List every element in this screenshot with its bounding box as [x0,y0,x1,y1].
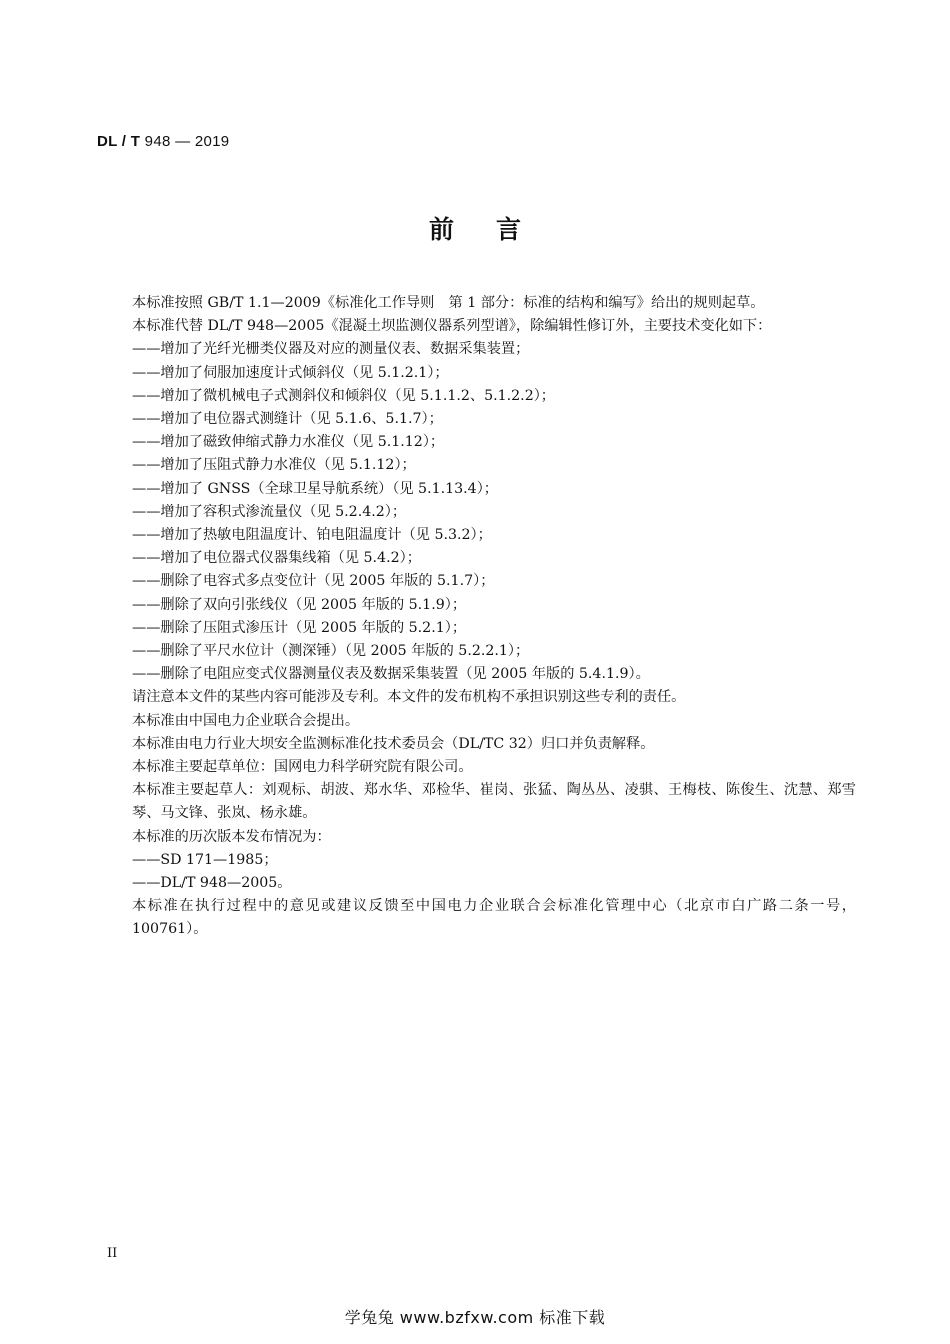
paragraph-replaces: 本标准代替 DL/T 948—2005《混凝土坝监测仪器系列型谱》，除编辑性修订外，主要技术变化如下： [132,318,772,335]
document-code-number: 948 — 2019 [144,133,230,150]
change-item: ——增加了电位器式测缝计（见 5.1.6、5.1.7）； [132,411,443,428]
history-item: ——SD 171—1985； [132,851,278,868]
paragraph-committee: 本标准由电力行业大坝安全监测标准化技术委员会（DL/TC 32）归口并负责解释。 [132,735,655,752]
change-item: ——删除了压阻式渗压计（见 2005 年版的 5.2.1）； [132,619,467,636]
paragraph-patent-notice: 请注意本文件的某些内容可能涉及专利。本文件的发布机构不承担识别这些专利的责任。 [132,689,686,706]
change-item: ——删除了电阻应变式仪器测量仪表及数据采集装置（见 2005 年版的 5.4.1.9）。 [132,666,650,683]
change-item: ——增加了 GNSS（全球卫星导航系统）（见 5.1.13.4）； [132,480,498,497]
change-item: ——删除了电容式多点变位计（见 2005 年版的 5.1.7）； [132,573,495,590]
paragraph-proposer: 本标准由中国电力企业联合会提出。 [132,712,360,729]
document-code-prefix: DL / T [97,133,141,150]
watermark-footer: 学兔兔 www.bzfxw.com 标准下载 [344,1308,606,1327]
change-item: ——增加了压阻式静力水准仪（见 5.1.12）； [132,457,416,474]
document-code [97,133,229,150]
history-item: ——DL/T 948—2005。 [132,875,292,892]
foreword-body [96,292,856,942]
change-item: ——增加了热敏电阻温度计、铂电阻温度计（见 5.3.2）； [132,527,492,544]
change-item: ——增加了微机械电子式测斜仪和倾斜仪（见 5.1.1.2、5.1.2.2）； [132,387,555,404]
change-item: ——增加了磁致伸缩式静力水准仪（见 5.1.12）； [132,434,445,451]
paragraph-history-intro: 本标准的历次版本发布情况为： [132,828,331,845]
paragraph-drafting-unit: 本标准主要起草单位：国网电力科学研究院有限公司。 [132,759,473,776]
paragraph-feedback: 本标准在执行过程中的意见或建议反馈至中国电力企业联合会标准化管理中心（北京市白广路二条一号，100761）。 [132,898,856,938]
change-item: ——增加了电位器式仪器集线箱（见 5.4.2）； [132,550,421,567]
change-item: ——增加了光纤光栅类仪器及对应的测量仪表、数据采集装置； [132,341,530,358]
change-item: ——删除了双向引张线仪（见 2005 年版的 5.1.9）； [132,596,467,613]
change-item: ——增加了伺服加速度计式倾斜仪（见 5.1.2.1）； [132,364,449,381]
page-number: II [107,1246,118,1261]
paragraph-drafting-rules: 本标准按照 GB/T 1.1—2009《标准化工作导则 第 1 部分：标准的结构和编写》给出的规则起草。 [132,295,765,311]
page-title: 前言 [428,215,563,244]
change-item: ——删除了平尺水位计（测深锤）（见 2005 年版的 5.2.2.1）； [132,643,530,660]
paragraph-drafters: 本标准主要起草人：刘观标、胡波、郑水华、邓检华、崔岗、张猛、陶丛丛、凌骐、王梅枝、陈俊生、沈慧、郑雪琴、马文锋、张岚、杨永雄。 [132,782,856,822]
change-item: ——增加了容积式渗流量仪（见 5.2.4.2）； [132,503,407,520]
